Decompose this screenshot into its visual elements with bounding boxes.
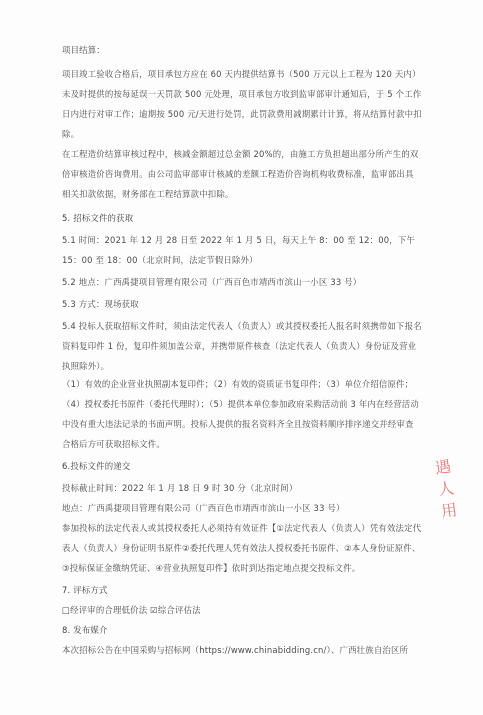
section-5-2-location: 5.2 地点：广西禹捷项目管理有限公司（广西百色市靖西市滨山一小区 33 号）	[62, 277, 362, 287]
section-7-heading: 7. 评标方式	[62, 585, 108, 595]
section-settlement-heading: 项目结算：	[62, 45, 105, 55]
publication-media: 本次招标公告在中国采购与招标网（https://www.chinabidding.cn/）、广西壮族自治区所	[62, 645, 409, 655]
required-documents-list: （1）有效的企业营业执照副本复印件；（2）有效的资质证书复印件；（3）单位介绍信原件；（4）授权委托书原件（委托代理时）；（5）提供本单位参加政府采购活动前 3 年内在经营活动中没有重大违法记录的书面声明。投标人提供的报名资料齐全且按资料顺序排序递交并经审查合格后方可获取招标文件。	[62, 379, 419, 449]
section-5-heading: 5. 招标文件的获取	[62, 213, 134, 223]
section-5-4-requirements: 5.4 投标人获取招标文件时，须由法定代表人（负责人）或其授权委托人报名时须携带如下报名资料复印件 1 份，复印件须加盖公章，并携带原件核查（法定代表人（负责人）身份证及营业执照除外）。	[62, 321, 422, 371]
section-6-heading: 6.投标文件的递交	[62, 461, 131, 471]
submission-deadline: 投标截止时间：2022 年 1 月 18 日 9 时 30 分（北京时间）	[62, 483, 298, 493]
settlement-paragraph: 项目竣工验收合格后，项目承包方应在 60 天内提供结算书（500 万元以上工程为 120 天内）未及时提供的按每延误一天罚款 500 元处理，项目承包方收到监审部审计通知后，于 5 个工作日内进行对审工作；逾期按 500 元/天进行处罚，此罚款费用减期累计计算，将从结算付款中扣除。	[62, 69, 422, 139]
audit-paragraph: 在工程造价结算审核过程中，核减金额超过总金额 20%的，由施工方负担超出部分所产生的双倍审核造价咨询费用。由公司监审部审计核减的差额工程造价咨询机构收费标准，监审部出具相关扣款依据，财务部在工程结算款中扣除。	[62, 149, 419, 199]
seal-stamp	[434, 453, 479, 537]
stamp-char-2: 人	[436, 478, 456, 500]
section-8-heading: 8. 发布媒介	[62, 625, 108, 635]
stamp-char-3: 用	[439, 500, 459, 522]
stamp-char-1: 遇	[433, 456, 453, 478]
evaluation-method-options: □经评审的合理低价法 ☑综合评估法	[62, 605, 201, 615]
section-5-3-method: 5.3 方式：现场获取	[62, 299, 139, 309]
section-5-1-time: 5.1 时间：2021 年 12 月 28 日至 2022 年 1 月 5 日，每天上午 8：00 至 12：00，下午 15：00 至 18：00（北京时间，法定节假日除外）	[62, 235, 416, 265]
submission-requirements: 参加投标的法定代表人或其授权委托人必须持有效证件【①法定代表人（负责人）凭有效法定代表人（负责人）身份证明书原件②委托代理人凭有效法人授权委托书原件、②本人身份证原件、③投标保证金缴纳凭证、④营业执照复印件】依时到达指定地点提交投标文件。	[62, 523, 422, 573]
submission-location: 地点：广西禹捷项目管理有限公司（广西百色市靖西市滨山一小区 33 号）	[62, 503, 345, 513]
